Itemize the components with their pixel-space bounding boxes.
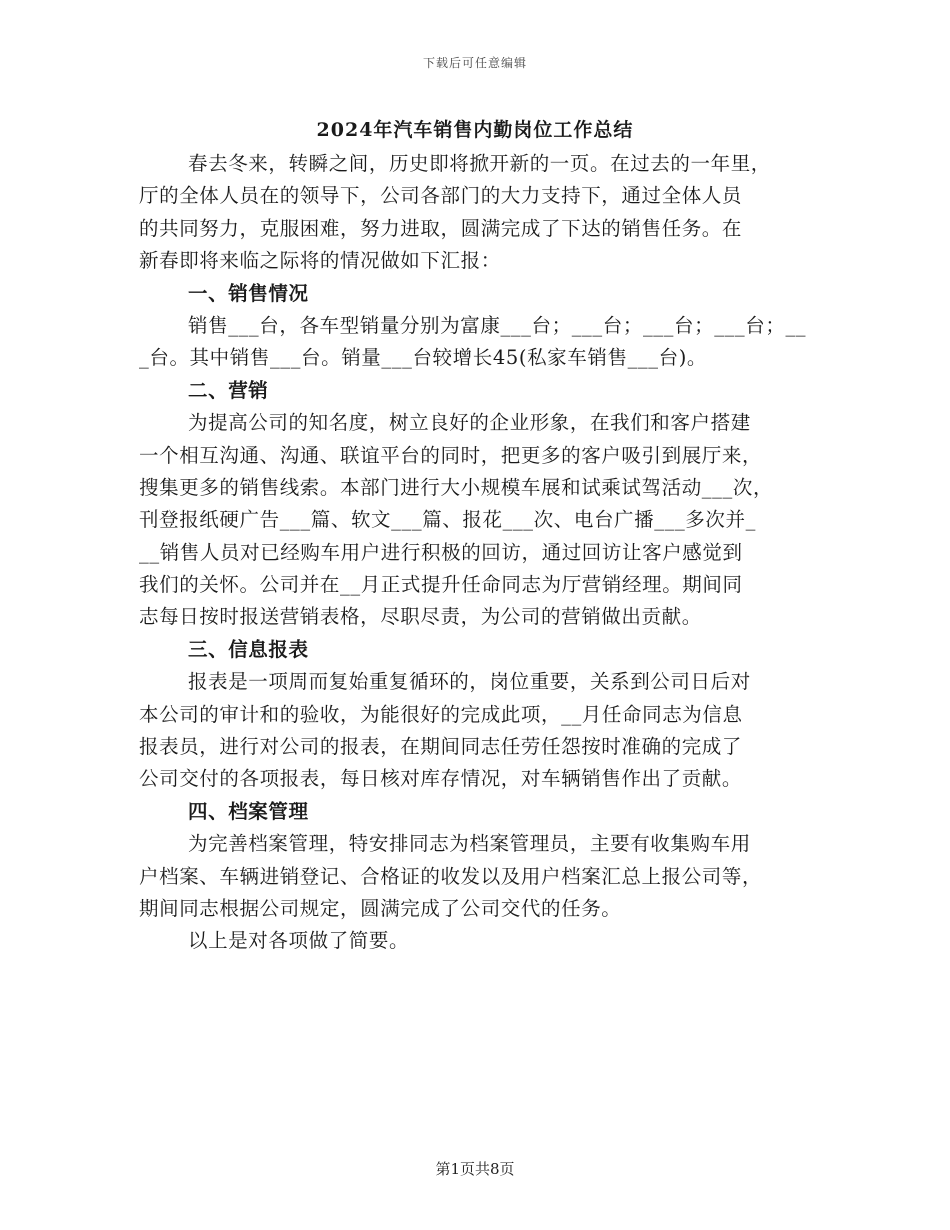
body-line: 公司交付的各项报表，每日核对库存情况，对车辆销售作出了贡献。: [139, 767, 743, 791]
body-line: 为提高公司的知名度，树立良好的企业形象，在我们和客户搭建: [188, 411, 751, 435]
body-line: 志每日按时报送营销表格，尽职尽责，为公司的营销做出贡献。: [139, 605, 702, 629]
body-line: 为完善档案管理，特安排同志为档案管理员，主要有收集购车用: [188, 832, 751, 856]
body-line: 报表员，进行对公司的报表，在期间同志任劳任怨按时准确的完成了: [139, 735, 743, 759]
document-title: 2024年汽车销售内勤岗位工作总结: [316, 119, 634, 141]
body-line: 报表是一项周而复始重复循环的，岗位重要，关系到公司日后对: [188, 670, 751, 694]
header-note: 下载后可任意编辑: [422, 56, 527, 70]
section-heading: 三、信息报表: [188, 637, 309, 661]
body-line: 以上是对各项做了简要。: [188, 929, 410, 953]
body-line: 新春即将来临之际将的情况做如下汇报：: [139, 249, 501, 273]
body-line: 我们的关怀。公司并在__月正式提升任命同志为厅营销经理。期间同: [139, 573, 743, 597]
body-line: 期间同志根据公司规定，圆满完成了公司交代的任务。: [139, 896, 622, 920]
body-line: 春去冬来，转瞬之间，历史即将掀开新的一页。在过去的一年里，: [188, 152, 771, 175]
body-line: 户档案、车辆进销登记、合格证的收发以及用户档案汇总上报公司等，: [139, 864, 763, 888]
body-line: 刊登报纸硬广告___篇、软文___篇、报花___次、电台广播___多次并_: [139, 508, 756, 532]
body-line: 销售___台，各车型销量分别为富康___台；___台；___台；___台；__: [188, 313, 807, 337]
body-line: _台。其中销售___台。销量___台较增长45(私家车销售___台)。: [139, 346, 708, 370]
section-heading: 二、营销: [188, 378, 269, 402]
body-line: 一个相互沟通、沟通、联谊平台的同时，把更多的客户吸引到展厅来，: [139, 443, 763, 467]
body-line: __销售人员对已经购车用户进行积极的回访，通过回访让客户感觉到: [139, 540, 743, 564]
section-heading: 一、销售情况: [188, 281, 309, 305]
body-line: 本公司的审计和的验收，为能很好的完成此项，__月任命同志为信息: [139, 702, 743, 726]
page-footer: 第1页共8页: [435, 1160, 515, 1178]
document-body: [139, 148, 815, 958]
body-line: 厅的全体人员在的领导下，公司各部门的大力支持下，通过全体人员: [139, 184, 743, 208]
body-line: 搜集更多的销售线索。本部门进行大小规模车展和试乘试驾活动___次，: [139, 475, 774, 499]
section-heading: 四、档案管理: [188, 799, 309, 823]
body-line: 的共同努力，克服困难，努力进取，圆满完成了下达的销售任务。在: [139, 216, 743, 240]
